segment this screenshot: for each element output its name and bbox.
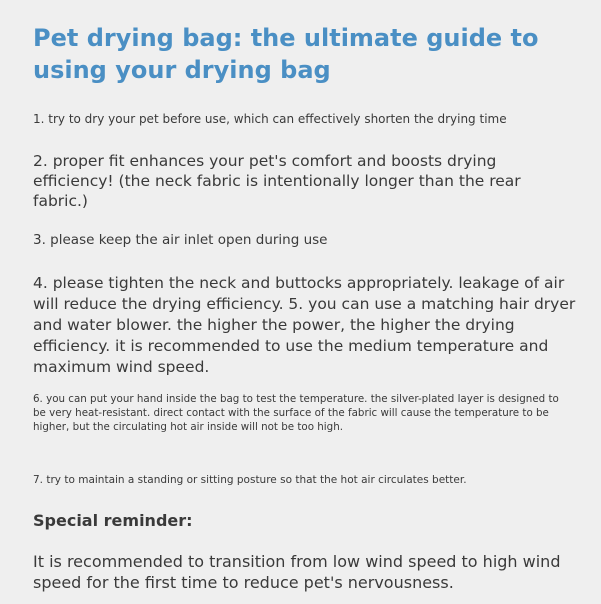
step-2-text: 2. proper fit enhances your pet's comfort and boosts drying efficiency! (the neck fabric is intentionally longer than the rear fabric.) (33, 152, 521, 210)
step-6-text: 6. you can put your hand inside the bag to test the temperature. the silver-plated layer is designed to be very heat-resistant. direct contact with the surface of the fabric will cause the temperature to be higher, but the circulating hot air inside will not be too high. (33, 393, 559, 433)
special-reminder-heading: Special reminder: (33, 511, 193, 530)
step-1-text: 1. try to dry your pet before use, which can effectively shorten the drying time (33, 112, 507, 126)
step-4-5-text: 4. please tighten the neck and buttocks appropriately. leakage of air will reduce the drying efficiency. 5. you can use a matching hair dryer and water blower. the higher the power, the higher the drying efficiency. it is recommended to use the medium temperature and maximum wind speed. (33, 274, 576, 376)
special-reminder-text: It is recommended to transition from low wind speed to high wind speed for the first time to reduce pet's nervousness. (33, 552, 561, 592)
step-7-text: 7. try to maintain a standing or sitting posture so that the hot air circulates better. (33, 474, 467, 486)
page-title: Pet drying bag: the ultimate guide to using your drying bag (33, 24, 539, 84)
step-3-text: 3. please keep the air inlet open during use (33, 232, 328, 248)
